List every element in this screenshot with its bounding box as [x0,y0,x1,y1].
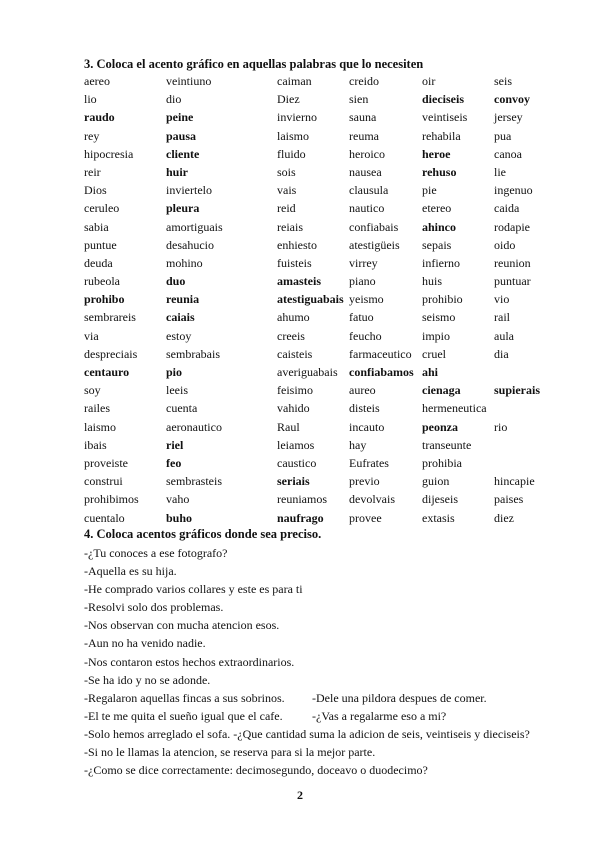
word-cell: pie [422,183,437,198]
word-cell: transeunte [422,437,472,452]
word-cell: disteis [349,401,380,416]
word-row [84,201,554,219]
word-cell: nausea [349,164,382,179]
sentence-line [84,745,564,763]
word-cell: cienaga [422,383,461,398]
word-cell: amortiguais [166,219,223,234]
word-grid [84,74,554,529]
word-cell: estoy [166,328,192,343]
word-cell: devolvais [349,492,395,507]
word-cell: Eufrates [349,455,389,470]
word-cell: sauna [349,110,377,125]
word-cell: puntue [84,237,117,252]
word-row [84,492,554,510]
word-cell: creeis [277,328,305,343]
word-cell: veintiseis [422,110,468,125]
word-row [84,383,554,401]
sentence-text: -Resolvi solo dos problemas. [84,600,224,615]
word-cell: despreciais [84,346,138,361]
word-cell: caida [494,201,520,216]
word-row [84,238,554,256]
word-cell: previo [349,474,380,489]
word-cell: huis [422,274,443,289]
sentence-list [84,546,564,781]
word-row [84,220,554,238]
word-cell: buho [166,510,193,525]
word-cell: supierais [494,383,541,398]
word-cell: via [84,328,99,343]
word-cell: confiabamos [349,365,414,379]
word-cell: feisimo [277,383,313,398]
word-cell: pio [166,365,183,379]
word-cell: rio [494,419,508,434]
sentence-text-right: -Dele una pildora despues de comer. [312,690,487,705]
sentence-line [84,564,564,582]
word-row [84,147,554,165]
word-cell: impio [422,328,451,343]
word-cell: Dios [84,183,107,198]
exercise-3-heading: 3. Coloca el acento gráfico en aquellas palabras que lo necesiten [84,57,424,71]
sentence-line [84,546,564,564]
word-cell: reuma [349,128,379,143]
word-cell: jersey [494,110,523,125]
word-cell: caiais [166,310,195,325]
word-cell: pleura [166,201,200,216]
sentence-text: -Aun no ha venido nadie. [84,636,206,651]
word-cell: construi [84,474,123,489]
word-cell: lio [84,92,97,107]
word-cell: enhiesto [277,237,317,252]
word-cell: cliente [166,146,200,161]
word-row [84,183,554,201]
page-number: 2 [297,788,303,802]
word-cell: laismo [84,419,116,434]
word-row [84,474,554,492]
sentence-line [84,691,564,709]
word-cell: proveiste [84,455,128,470]
sentence-text: -He comprado varios collares y este es para ti [84,582,303,597]
sentence-line [84,582,564,600]
word-cell: creido [349,74,379,88]
word-row [84,438,554,456]
word-cell: invierno [277,110,317,125]
word-row [84,420,554,438]
word-cell: paises [494,492,524,507]
word-cell: inviertelo [166,183,212,198]
word-cell: atestigüeis [349,237,400,252]
word-cell: Raul [277,419,300,434]
word-cell: rail [494,310,510,325]
word-cell: aeronautico [166,419,222,434]
word-cell: atestiguabais [277,292,344,307]
word-cell: rubeola [84,274,120,289]
word-cell: soy [84,383,101,398]
sentence-line [84,709,564,727]
word-cell: vaho [166,492,190,507]
word-cell: cruel [422,346,446,361]
word-cell: vio [494,292,510,307]
word-cell: rey [84,128,100,143]
word-cell: dia [494,346,509,361]
word-cell: riel [166,437,184,452]
word-cell: seismo [422,310,456,325]
sentence-line [84,673,564,691]
sentence-text: -¿Tu conoces a ese fotografo? [84,546,228,560]
word-row [84,274,554,292]
word-cell: yeismo [349,292,384,307]
word-cell: reunia [166,292,200,307]
word-cell: centauro [84,365,130,379]
word-cell: deuda [84,255,113,270]
sentence-text: -Nos contaron estos hechos extraordinarios. [84,654,295,669]
word-cell: aureo [349,383,376,398]
word-cell: feucho [349,328,382,343]
word-cell: prohibia [422,455,462,470]
word-cell: ingenuo [494,183,533,198]
sentence-text: -Se ha ido y no se adonde. [84,672,211,687]
sentence-text: -Aquella es su hija. [84,564,177,579]
word-row [84,292,554,310]
word-cell: hermeneutica [422,401,487,416]
word-row [84,74,554,92]
word-cell: farmaceutico [349,346,412,361]
word-cell: vais [277,183,297,198]
word-row [84,310,554,328]
word-cell: canoa [494,146,522,161]
sentence-line [84,763,564,781]
sentence-line [84,636,564,654]
sentence-text-right: -¿Vas a regalarme eso a mi? [312,708,447,723]
word-cell: reir [84,164,101,179]
word-cell: sabia [84,219,109,234]
word-cell: extasis [422,510,455,525]
word-cell: sembrabais [166,346,220,361]
word-cell: prohibio [422,292,463,307]
word-cell: guion [422,474,450,489]
word-cell: sembrareis [84,310,136,325]
word-cell: huir [166,164,189,179]
sentence-text: -¿Como se dice correctamente: decimosegundo, doceavo o duodecimo? [84,763,428,778]
word-cell: aula [494,328,514,343]
word-cell: diez [494,510,514,525]
word-cell: heroico [349,146,385,161]
word-row [84,110,554,128]
word-cell: piano [349,274,376,289]
word-cell: seis [494,74,512,88]
word-row [84,401,554,419]
word-cell: confiabais [349,219,399,234]
word-cell: mohino [166,255,203,270]
word-row [84,165,554,183]
word-cell: oido [494,237,516,252]
word-cell: fuisteis [277,255,312,270]
word-cell: sepais [422,237,452,252]
word-cell: prohibo [84,292,125,307]
word-cell: ahi [422,365,439,379]
word-cell: oir [422,74,436,88]
word-cell: virrey [349,255,378,270]
sentence-text: -Si no le llamas la atencion, se reserva para si la mejor parte. [84,745,376,760]
word-cell: cuentalo [84,510,125,525]
word-cell: infierno [422,255,460,270]
word-cell: ahinco [422,219,457,234]
word-cell: rehuso [422,164,457,179]
word-cell: railes [84,401,110,416]
word-cell: caustico [277,455,317,470]
word-cell: ahumo [277,310,310,325]
word-cell: averiguabais [277,365,338,379]
word-cell: peine [166,110,194,125]
word-cell: rodapie [494,219,530,234]
sentence-text: -El te me quita el sueño igual que el cafe. [84,708,283,723]
word-cell: sois [277,164,296,179]
word-cell: reid [277,201,296,216]
word-row [84,329,554,347]
sentence-text: -Nos observan con mucha atencion esos. [84,618,280,633]
word-cell: incauto [349,419,385,434]
word-cell: clausula [349,183,389,198]
word-cell: raudo [84,110,115,125]
word-cell: rehabila [422,128,461,143]
word-cell: provee [349,510,382,525]
word-cell: hay [349,437,367,452]
word-cell: naufrago [277,510,324,525]
word-cell: sembrasteis [166,474,222,489]
word-row [84,92,554,110]
word-cell: caiman [277,74,312,88]
word-cell: veintiuno [166,74,212,88]
word-cell: leiamos [277,437,315,452]
word-cell: caisteis [277,346,313,361]
word-cell: peonza [422,419,458,434]
word-cell: dijeseis [422,492,458,507]
exercise-4-heading: 4. Coloca acentos gráficos donde sea preciso. [84,527,322,541]
word-row [84,456,554,474]
sentence-text: -Solo hemos arreglado el sofa. -¿Que cantidad suma la adicion de seis, veintiseis y dieciseis? [84,726,530,741]
word-cell: reuniamos [277,492,327,507]
word-cell: fluido [277,146,306,161]
word-cell: dio [166,92,182,107]
word-cell: desahucio [166,237,214,252]
word-cell: amasteis [277,274,321,289]
word-cell: aereo [84,74,110,88]
sentence-text: -Regalaron aquellas fincas a sus sobrinos. [84,690,285,705]
word-cell: laismo [277,128,309,143]
word-cell: reiais [277,219,303,234]
word-cell: prohibimos [84,492,139,507]
word-cell: lie [494,164,506,179]
word-row [84,347,554,365]
word-cell: etereo [422,201,452,216]
word-cell: leeis [166,383,188,398]
word-cell: reunion [494,255,531,270]
word-cell: hipocresia [84,146,134,161]
word-cell: hincapie [494,474,535,489]
word-cell: duo [166,274,186,289]
word-cell: convoy [494,92,530,107]
word-cell: fatuo [349,310,374,325]
word-cell: pua [494,128,512,143]
word-cell: vahido [277,401,310,416]
word-cell: Diez [277,92,300,107]
word-cell: pausa [166,128,197,143]
sentence-line [84,618,564,636]
word-cell: cuenta [166,401,198,416]
word-cell: heroe [422,146,451,161]
word-cell: ceruleo [84,201,120,216]
word-cell: seriais [277,474,310,489]
word-row [84,511,554,529]
word-row [84,256,554,274]
word-cell: dieciseis [422,92,464,107]
word-row [84,365,554,383]
sentence-line [84,655,564,673]
word-cell: ibais [84,437,107,452]
word-cell: feo [166,455,182,470]
sentence-line [84,727,564,745]
word-row [84,129,554,147]
word-cell: puntuar [494,274,531,289]
word-cell: sien [349,92,369,107]
sentence-line [84,600,564,618]
word-cell: nautico [349,201,385,216]
